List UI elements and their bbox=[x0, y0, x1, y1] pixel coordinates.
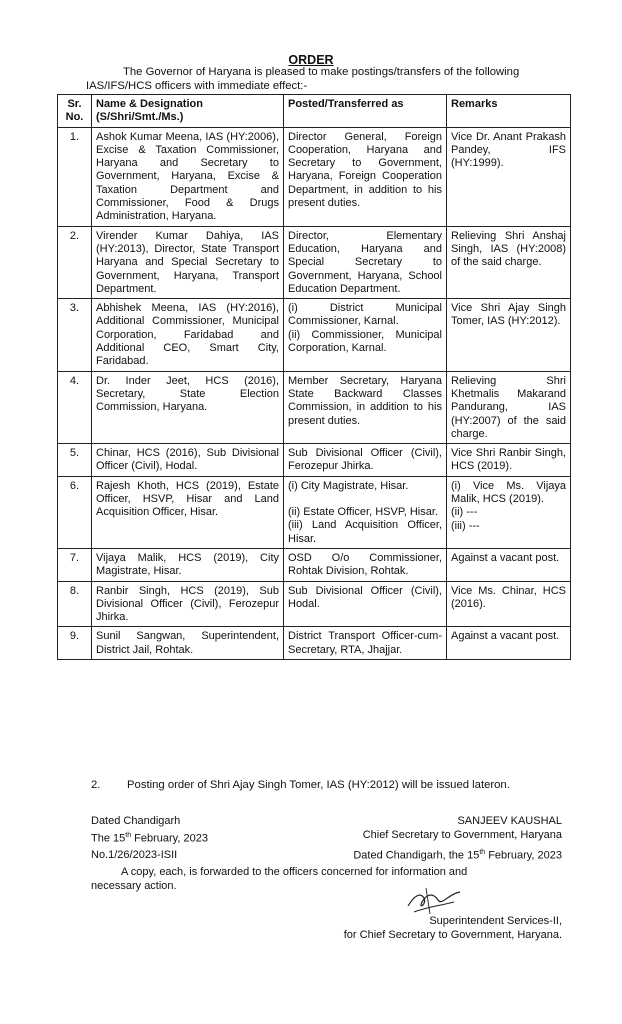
row-name-designation: Rajesh Khoth, HCS (2019), Estate Officer, HSVP, Hisar and Land Acquisition Officer, Hisar. bbox=[92, 476, 284, 548]
postings-table bbox=[57, 94, 571, 660]
dated-place: Dated Chandigarh bbox=[91, 815, 181, 827]
table-row bbox=[58, 299, 571, 371]
header-remarks: Remarks bbox=[447, 95, 571, 128]
copy-forward-paragraph bbox=[91, 866, 562, 893]
posted-line: (i) District Municipal Commissioner, Karnal. bbox=[288, 302, 442, 328]
row-name-designation: Ranbir Singh, HCS (2019), Sub Divisional Officer (Civil), Ferozepur Jhirka. bbox=[92, 581, 284, 627]
endorsement-date: Dated Chandigarh, the 15th February, 2023 bbox=[353, 849, 562, 862]
intro-line-2: IAS/IFS/HCS officers with immediate effect:- bbox=[86, 79, 308, 92]
intro-line-1: The Governor of Haryana is pleased to make postings/transfers of the following bbox=[123, 66, 520, 78]
copy-line-2: necessary action. bbox=[91, 879, 177, 892]
posted-line: (iii) Land Acquisition Officer, Hisar. bbox=[288, 519, 442, 545]
reference-number: No.1/26/2023-ISII bbox=[91, 849, 178, 861]
signatory-name: SANJEEV KAUSHAL bbox=[457, 815, 562, 827]
table-row bbox=[58, 371, 571, 443]
row-sr-no: 8. bbox=[58, 581, 92, 627]
row-name-designation: Sunil Sangwan, Superintendent, District Jail, Rohtak. bbox=[92, 627, 284, 660]
posted-line: (ii) Estate Officer, HSVP, Hisar. bbox=[288, 506, 438, 519]
row-name-designation: Chinar, HCS (2016), Sub Divisional Officer (Civil), Hodal. bbox=[92, 444, 284, 477]
row-sr-no: 4. bbox=[58, 371, 92, 443]
note-paragraph bbox=[91, 779, 510, 791]
endorsement-on-behalf: for Chief Secretary to Government, Haryana. bbox=[343, 929, 562, 941]
endorsement-designation: Superintendent Services-II, bbox=[429, 915, 562, 927]
note-text: Posting order of Shri Ajay Singh Tomer, IAS (HY:2012) will be issued lateron. bbox=[127, 779, 510, 791]
row-posted: District Transport Officer-cum-Secretary, RTA, Jhajjar. bbox=[284, 627, 447, 660]
row-sr-no: 9. bbox=[58, 627, 92, 660]
header-posted-transferred: Posted/Transferred as bbox=[284, 95, 447, 128]
row-remarks: Against a vacant post. bbox=[447, 627, 571, 660]
row-posted: Director General, Foreign Cooperation, Haryana and Secretary to Government, Haryana, Foreign Cooperation Department, in addition to his present duties. bbox=[284, 127, 447, 226]
row-remarks: Vice Dr. Anant Prakash Pandey, IFS (HY:1999). bbox=[447, 127, 571, 226]
row-name-designation: Virender Kumar Dahiya, IAS (HY:2013), Director, State Transport Haryana and Special Secretary to Government, Haryana, Transport Department. bbox=[92, 226, 284, 298]
row-remarks: Against a vacant post. bbox=[447, 548, 571, 581]
row-posted bbox=[284, 476, 447, 548]
row-posted: Sub Divisional Officer (Civil), Ferozepur Jhirka. bbox=[284, 444, 447, 477]
table-header-row bbox=[58, 95, 571, 128]
header-name-designation: Name & Designation (S/Shri/Smt./Ms.) bbox=[92, 95, 284, 128]
table-row bbox=[58, 548, 571, 581]
order-heading: ORDER bbox=[288, 53, 334, 67]
intro-paragraph bbox=[86, 66, 566, 93]
endorsement-signatory bbox=[260, 914, 562, 942]
row-sr-no: 7. bbox=[58, 548, 92, 581]
row-posted: OSD O/o Commissioner, Rohtak Division, Rohtak. bbox=[284, 548, 447, 581]
row-name-designation: Dr. Inder Jeet, HCS (2016), Secretary, State Election Commission, Haryana. bbox=[92, 371, 284, 443]
remarks-line: (i) Vice Ms. Vijaya Malik, HCS (2019). bbox=[451, 479, 566, 506]
row-remarks: Relieving Shri Anshaj Singh, IAS (HY:2008) of the said charge. bbox=[447, 226, 571, 298]
posted-line: (ii) Commissioner, Municipal Corporation, Karnal. bbox=[288, 328, 442, 355]
remarks-line: (ii) --- bbox=[451, 506, 478, 519]
dated-date: The 15th February, 2023 bbox=[91, 831, 208, 845]
table-row bbox=[58, 127, 571, 226]
note-number: 2. bbox=[91, 779, 101, 791]
row-posted bbox=[284, 299, 447, 371]
row-name-designation: Abhishek Meena, IAS (HY:2016), Additional Commissioner, Municipal Corporation, Faridabad and Additional CEO, Smart City, Faridabad. bbox=[92, 299, 284, 371]
signatory-title: Chief Secretary to Government, Haryana bbox=[362, 828, 562, 841]
header-sr-no: Sr. No. bbox=[58, 95, 92, 128]
row-name-designation: Ashok Kumar Meena, IAS (HY:2006), Excise & Taxation Commissioner, Haryana and Secretary to Government, Haryana, Excise & Taxation Department and Commissioner, Food & Drugs Administration, Haryana. bbox=[92, 127, 284, 226]
copy-line-1: A copy, each, is forwarded to the officers concerned for information and bbox=[121, 866, 468, 878]
signatory-block bbox=[300, 815, 562, 842]
table-row bbox=[58, 627, 571, 660]
row-remarks: Relieving Shri Khetmalis Makarand Pandurang, IAS (HY:2007) of the said charge. bbox=[447, 371, 571, 443]
dated-block bbox=[91, 815, 208, 846]
row-sr-no: 1. bbox=[58, 127, 92, 226]
row-remarks: Vice Ms. Chinar, HCS (2016). bbox=[447, 581, 571, 627]
row-posted: Director, Elementary Education, Haryana and Special Secretary to Government, Haryana, School Education Department. bbox=[284, 226, 447, 298]
row-remarks bbox=[447, 476, 571, 548]
row-name-designation: Vijaya Malik, HCS (2019), City Magistrate, Hisar. bbox=[92, 548, 284, 581]
handwritten-signature bbox=[404, 884, 464, 918]
row-remarks: Vice Shri Ranbir Singh, HCS (2019). bbox=[447, 444, 571, 477]
row-sr-no: 5. bbox=[58, 444, 92, 477]
row-sr-no: 2. bbox=[58, 226, 92, 298]
row-posted: Sub Divisional Officer (Civil), Hodal. bbox=[284, 581, 447, 627]
table-row bbox=[58, 581, 571, 627]
row-posted: Member Secretary, Haryana State Backward Classes Commission, in addition to his present duties. bbox=[284, 371, 447, 443]
remarks-line: (iii) --- bbox=[451, 519, 480, 532]
table-row bbox=[58, 476, 571, 548]
posted-line: (i) City Magistrate, Hisar. bbox=[288, 479, 409, 492]
row-sr-no: 3. bbox=[58, 299, 92, 371]
table-row bbox=[58, 226, 571, 298]
table-row bbox=[58, 444, 571, 477]
row-remarks: Vice Shri Ajay Singh Tomer, IAS (HY:2012). bbox=[447, 299, 571, 371]
row-sr-no: 6. bbox=[58, 476, 92, 548]
